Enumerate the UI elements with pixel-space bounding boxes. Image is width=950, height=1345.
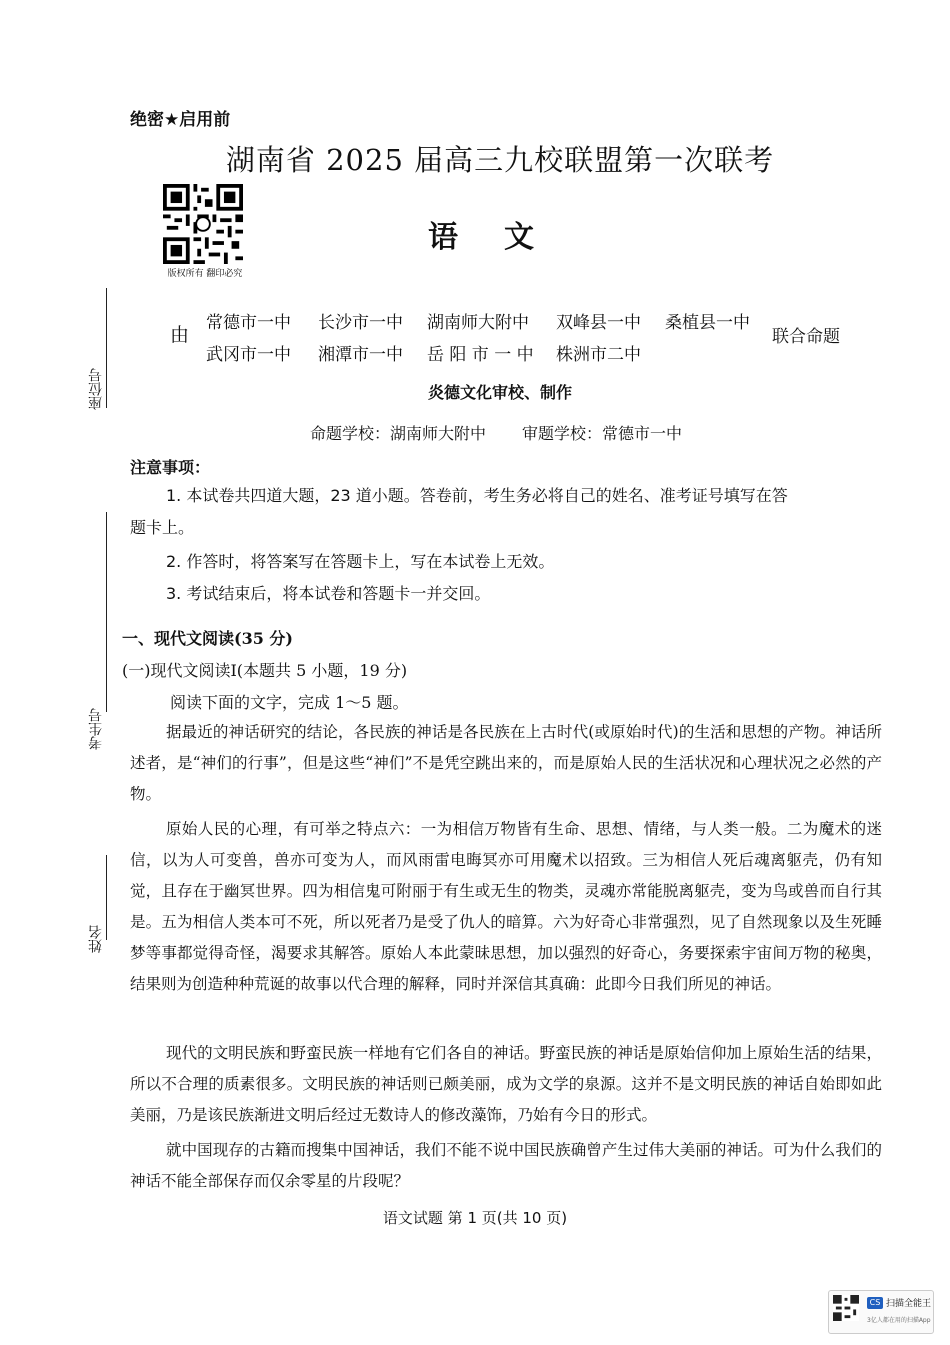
reviewer-school: 审题学校：常德市一中 bbox=[522, 424, 683, 443]
margin-rule bbox=[106, 288, 107, 408]
scanner-slogan: 3亿人都在用的扫描App bbox=[867, 1317, 931, 1324]
passage-paragraph-3: 现代的文明民族和野蛮民族一样地有它们各自的神话。野蛮民族的神话是原始信仰加上原始生活的结果，所以不合理的质素很多。文明民族的神话则已颇美丽，成为文学的泉源。这并不是文明民族的神话自始即如此美丽，乃是该民族渐进文明后经过无数诗人的修改藻饰，乃始有今日的形式。 bbox=[130, 1044, 882, 1124]
scanner-badge: CS bbox=[867, 1297, 883, 1309]
setter-school: 命题学校：湖南师大附中 bbox=[310, 424, 487, 443]
notice-heading: 注意事项： bbox=[130, 458, 211, 477]
school-name: 湘潭市一中 bbox=[318, 345, 403, 365]
page-footer: 语文试题 第 1 页(共 10 页) bbox=[382, 1209, 568, 1227]
scanner-qr-icon bbox=[833, 1295, 859, 1321]
subject-title: 语文 bbox=[428, 220, 580, 255]
scanner-name: 扫描全能王 bbox=[886, 1299, 932, 1309]
school-name: 双峰县一中 bbox=[556, 313, 641, 333]
school-name: 湖南师大附中 bbox=[427, 313, 529, 333]
confidential-label: 绝密★启用前 bbox=[130, 110, 231, 130]
reading-instruction: 阅读下面的文字，完成 1～5 题。 bbox=[170, 693, 409, 712]
school-name: 长沙市一中 bbox=[318, 313, 403, 333]
name-label: 姓名 bbox=[88, 925, 104, 953]
section-title: 一、现代文阅读(35 分) bbox=[122, 629, 293, 648]
copyright-caption: 版权所有 翻印必究 bbox=[167, 269, 243, 279]
proofread-credit: 炎德文化审校、制作 bbox=[427, 383, 572, 402]
exam-title: 湖南省 2025 届高三九校联盟第一次联考 bbox=[225, 143, 775, 177]
margin-rule bbox=[106, 512, 107, 712]
joint-proposition-label: 联合命题 bbox=[772, 327, 840, 347]
passage-paragraph-2: 原始人民的心理，有可举之特点六：一为相信万物皆有生命、思想、情绪，与人类一般。二为魔术的迷信，以为人可变兽，兽亦可变为人，而风雨雷电晦冥亦可用魔术以招致。三为相信人死后魂离躯壳，仍有知觉，且存在于幽冥世界。四为相信鬼可附丽于有生或无生的物类，灵魂亦常能脱离躯壳，变为鸟或兽而自行其是。五为相信人类本可不死，所以死者乃是受了仇人的暗算。六为好奇心非常强烈，见了自然现象以及生死睡梦等事都觉得奇怪，渴要求其解答。原始人本此蒙昧思想，加以强烈的好奇心，务要探索宇宙间万物的秘奥，结果则为创造种种荒诞的故事以代合理的解释，同时并深信其真确：此即今日我们所见的神话。 bbox=[130, 820, 882, 993]
school-name: 武冈市一中 bbox=[206, 345, 291, 365]
school-name: 岳 阳 市 一 中 bbox=[427, 345, 534, 365]
school-name: 桑植县一中 bbox=[665, 313, 750, 333]
qr-code-icon bbox=[163, 184, 243, 264]
subsection-title: (一)现代文阅读Ⅰ(本题共 5 小题，19 分) bbox=[122, 661, 408, 680]
school-name: 株洲市二中 bbox=[556, 345, 641, 365]
school-name: 常德市一中 bbox=[206, 313, 291, 333]
scanner-watermark bbox=[828, 1290, 934, 1334]
exam-number-label: 考生号 bbox=[88, 708, 104, 750]
setter-line bbox=[310, 421, 682, 444]
passage-paragraph-4: 就中国现存的古籍而搜集中国神话，我们不能不说中国民族确曾产生过伟大美丽的神话。可为什么我们的神话不能全部保存而仅余零星的片段呢？ bbox=[130, 1141, 882, 1190]
margin-rule bbox=[106, 855, 107, 940]
notice-item-2: 2. 作答时，将答案写在答题卡上，写在本试卷上无效。 bbox=[166, 552, 555, 571]
seat-number-label: 座位号 bbox=[88, 368, 104, 410]
organizer-prefix: 由 bbox=[170, 324, 190, 346]
passage-paragraph-1: 据最近的神话研究的结论，各民族的神话是各民族在上古时代(或原始时代)的生活和思想的产物。神话所述者，是“神们的行事”，但是这些“神们”不是凭空跳出来的，而是原始人民的生活状况和心理状况之必然的产物。 bbox=[130, 723, 882, 803]
notice-item-1: 1. 本试卷共四道大题，23 道小题。答卷前，考生务必将自己的姓名、准考证号填写在答 题卡上。 bbox=[130, 486, 788, 537]
notice-item-3: 3. 考试结束后，将本试卷和答题卡一并交回。 bbox=[166, 584, 491, 603]
